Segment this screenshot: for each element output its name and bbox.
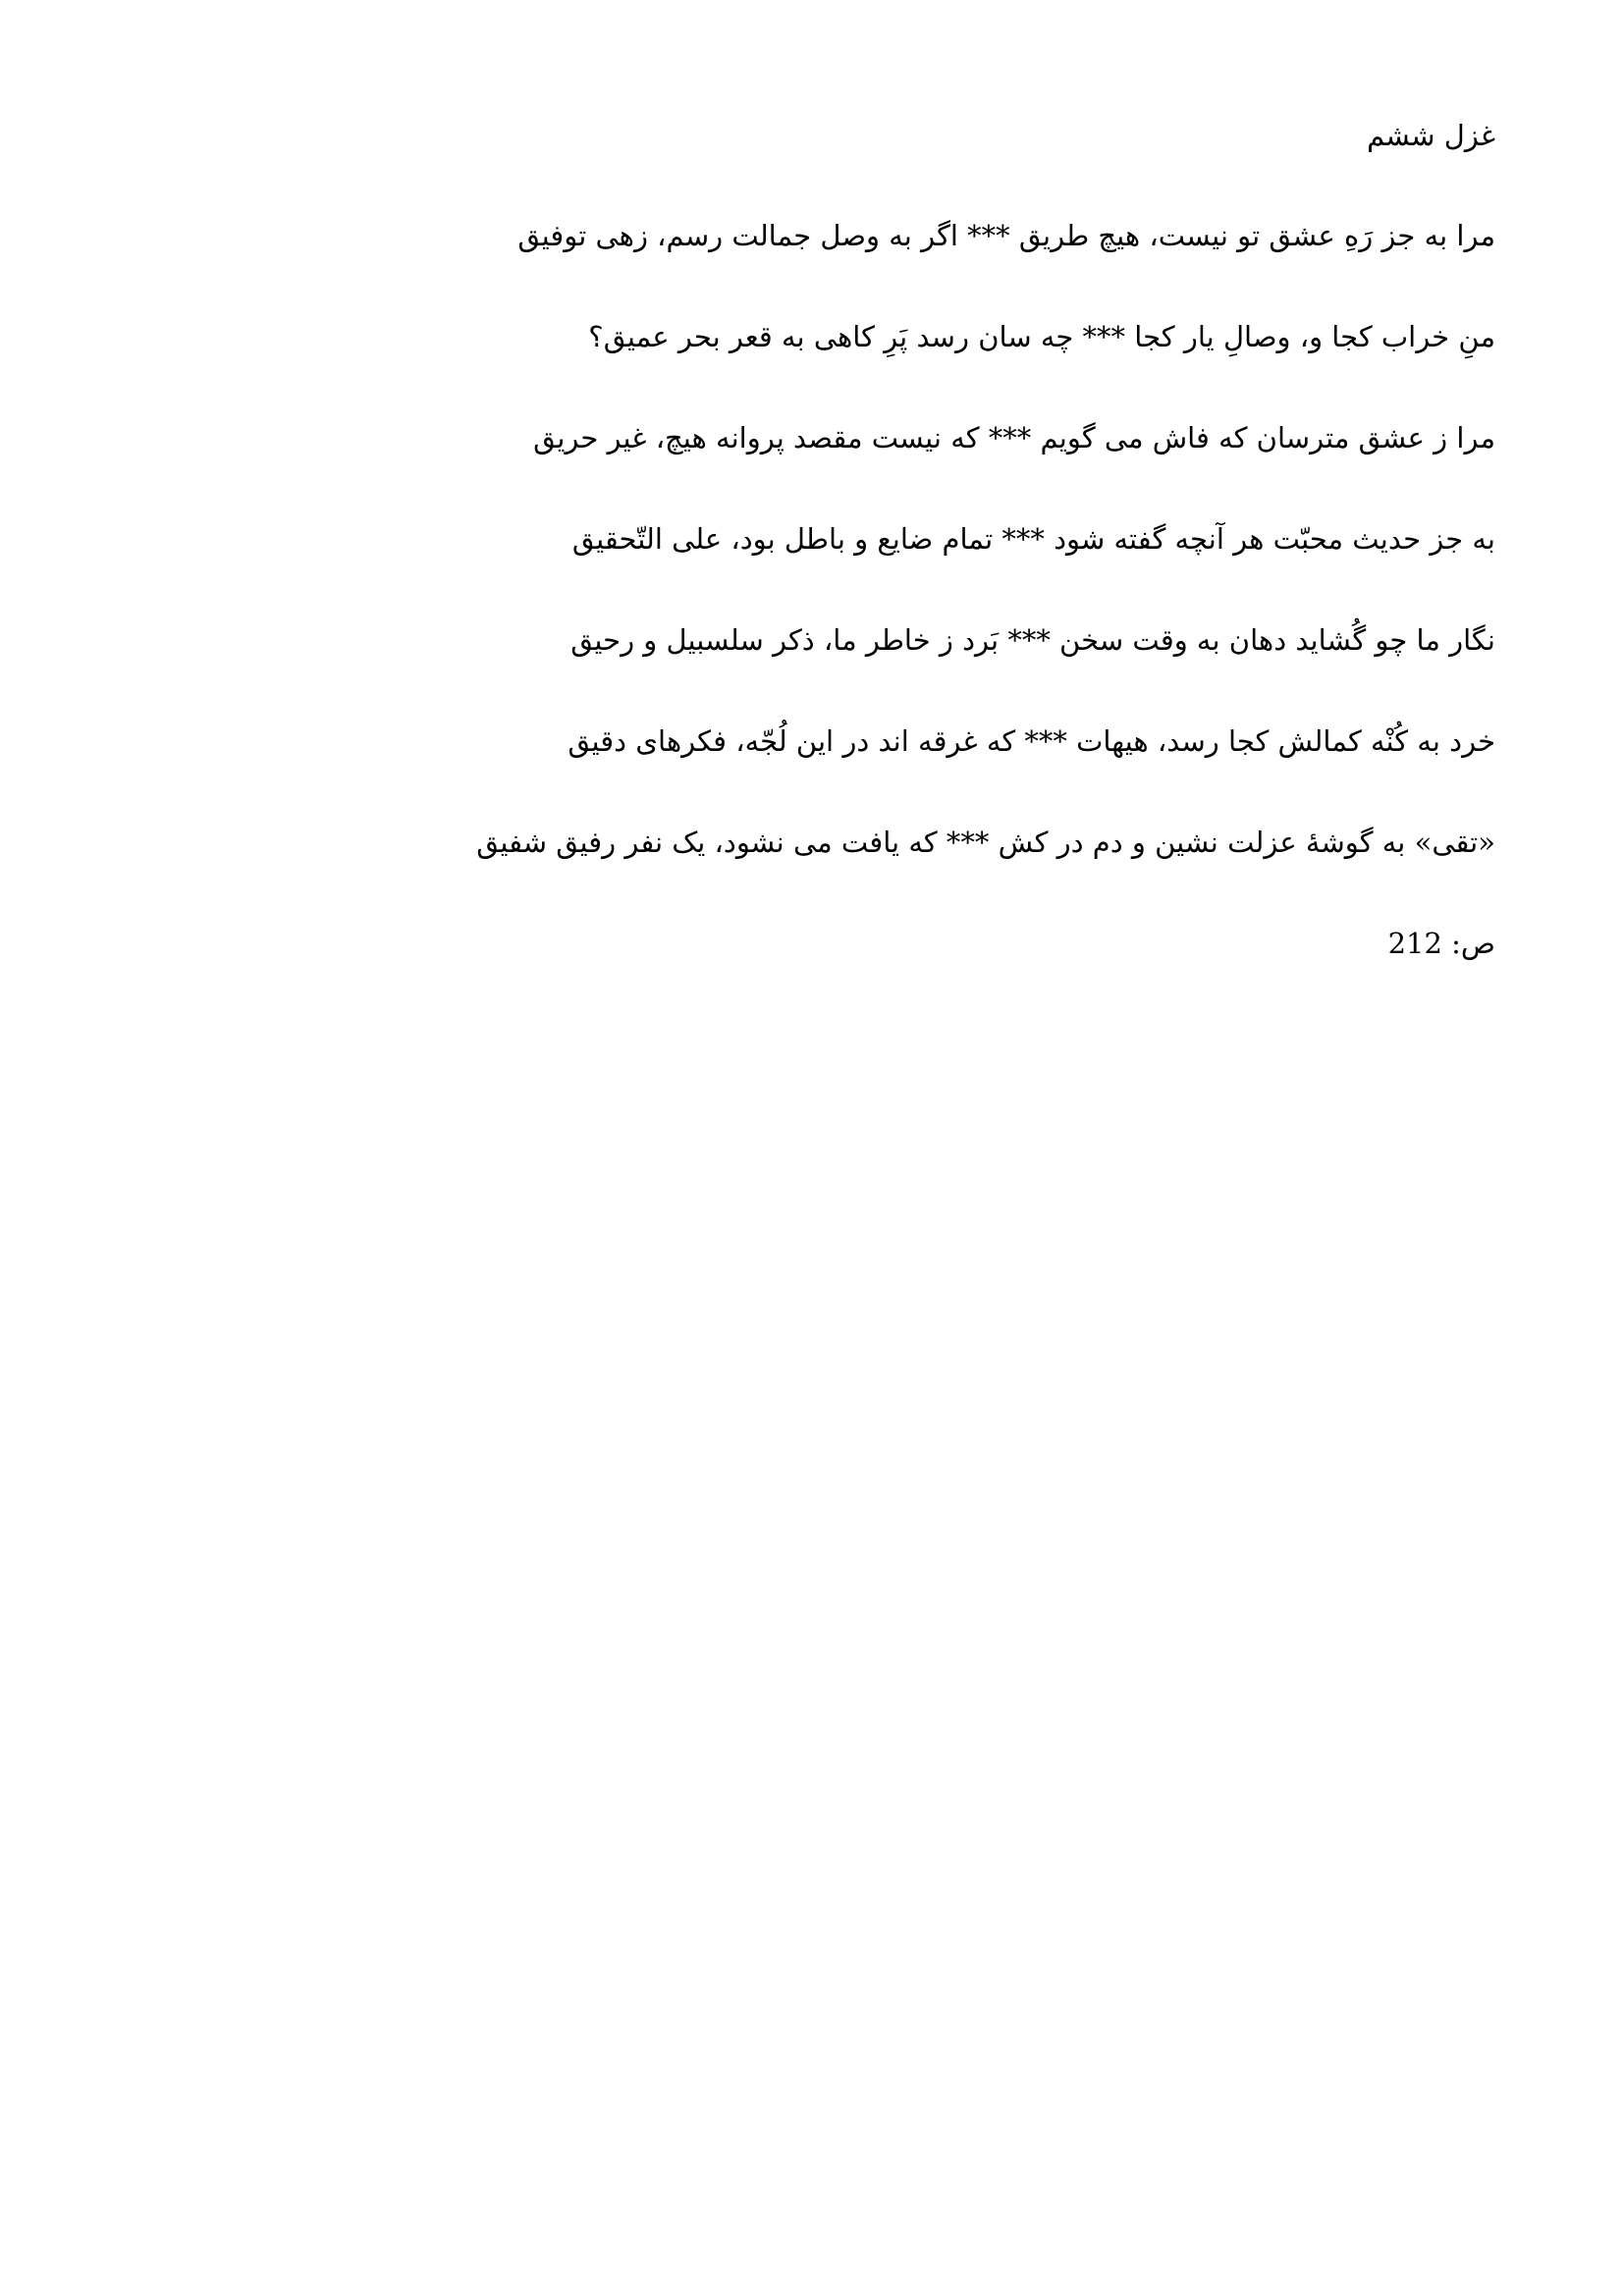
ghazal-text <box>476 116 1495 963</box>
verse-line: خرد به کُنْه کمالش کجا رسد، هیهات *** که غرقه اند در این لُجّه، فکرهای دقیق <box>568 724 1495 758</box>
verse-line: مرا به جز رَهِ عشق تو نیست، هیچ طریق *** اگر به وصل جمالت رسم، زهی توفیق <box>517 219 1495 252</box>
page-number: ص: 212 <box>1387 927 1495 960</box>
verse-line: مرا ز عشق مترسان که فاش می گویم *** که نیست مقصد پروانه هیچ، غیر حریق <box>533 421 1495 454</box>
poem-title: غزل ششم <box>1367 119 1495 152</box>
verse-line: «تقی» به گوشهٔ عزلت نشین و دم در کش *** که یافت می نشود، یک نفر رفیق شفیق <box>476 826 1495 859</box>
verse-line: به جز حدیث محبّت هر آنچه گفته شود *** تمام ضایع و باطل بود، علی التّحقیق <box>571 522 1495 556</box>
verse-line: نگار ما چو گُشاید دهان به وقت سخن *** بَرد ز خاطر ما، ذکر سلسبیل و رحیق <box>570 623 1495 657</box>
verse-line: منِ خراب کجا و، وصالِ یار کجا *** چه سان رسد پَرِ کاهی به قعر بحر عمیق؟ <box>588 320 1495 353</box>
